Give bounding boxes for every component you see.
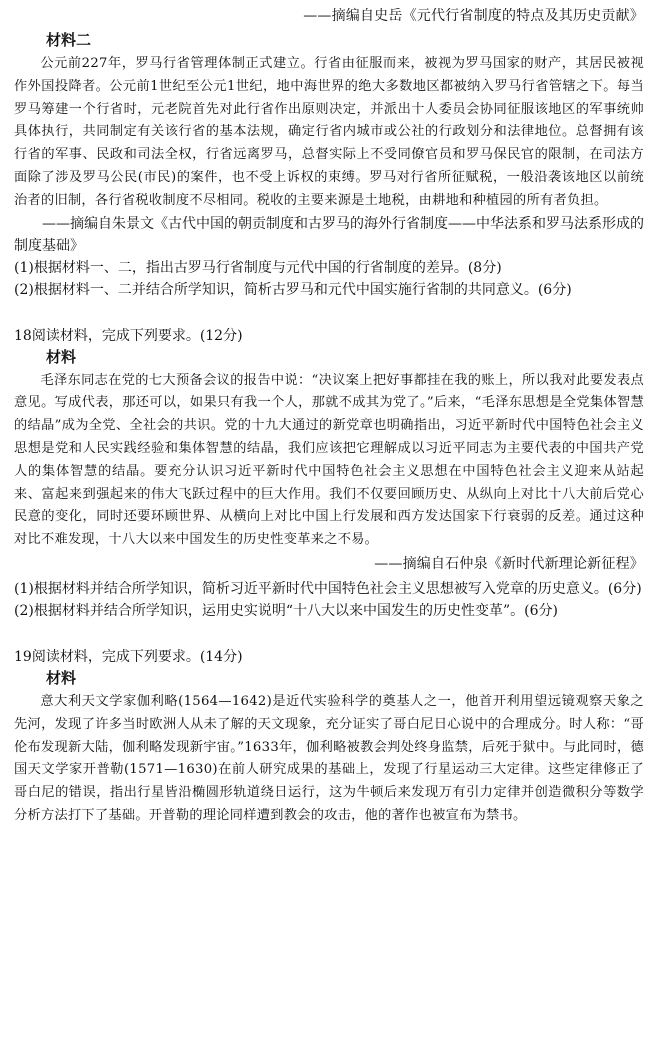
q18-material-text: 毛泽东同志在党的七大预备会议的报告中说：“决议案上把好事都挂在我的账上，所以我对此要发表点意见。写成代表，那还可以，如果只有我一个人，那就不成其为党了。”后来，“毛泽东思想是全党集体智慧的结晶”成为全党、全社会的共识。党的十九大通过的新党章也明确指出，习近平新时代中国特色社会主义思想是党和人民实践经验和集体智慧的结晶，我们应该把它理解成以习近平同志为主要代表的中国共产党人的集体智慧的结晶。要充分认识习近平新时代中国特色社会主义思想在中国特色社会主义迎来从站起来、富起来到强起来的伟大飞跃过程中的巨大作用。我们不仅要回顾历史、从纵向上对比十八大前后党心民意的变化，同时还要环顾世界、从横向上对比中国上行发展和西方发达国家下行衰弱的反差。通过这种对比不难发现，十八大以来中国发生的历史性变革来之不易。 — [14, 372, 644, 548]
material-2-text: 公元前227年，罗马行省管理体制正式建立。行省由征服而来，被视为罗马国家的财产，其居民被视作外国投降者。公元前1世纪至公元1世纪，地中海世界的绝大多数地区都被纳入罗马行省管辖之下。每当罗马筹建一个行省时，元老院首先对此行省作出原则决定，并派出十人委员会协同征服该地区的军事统帅具体执行，共同制定有关该行省的基本法规，确定行省内城市或公社的行政划分和法律地位。总督拥有该行省的军事、民政和司法全权，行省远离罗马，总督实际上不受同僚官员和罗马保民官的限制，在司法方面除了涉及罗马公民(市民)的案件，也不受上诉权的束缚。罗马对行省所征赋税，一般沿袭该地区以前统治者的旧制，各行省税收制度不尽相同。税收的主要来源是土地税，由耕地和种植园的所有者负担。 — [14, 56, 644, 208]
q18-sub1: (1)根据材料并结合所学知识，简析习近平新时代中国特色社会主义思想被写入党章的历史意义。(6分) — [14, 580, 642, 597]
q18-material-source: ——摘编自石仲泉《新时代新理论新征程》 — [374, 555, 644, 572]
q19-material-text: 意大利天文学家伽利略(1564—1642)是近代实验科学的奠基人之一，他首开利用望远镜观察天象之先河，发现了许多当时欧洲人从未了解的天文现象，充分证实了哥白尼日心说中的合理成分。时人称：“哥伦布发现新大陆，伽利略发现新宇宙。”1633年，伽利略被教会判处终身监禁，后死于狱中。与此同时，德国天文学家开普勒(1571—1630)在前人研究成果的基础上，发现了行星运动三大定律。这些定律修正了哥白尼的错误，指出行星皆沿椭圆形轨道绕日运行，这为牛顿后来发现万有引力定律并创造微积分等数学分析方法打下了基础。开普勒的理论同样遭到教会的攻击，他的著作也被宣布为禁书。 — [14, 693, 644, 823]
q17-sub2: (2)根据材料一、二并结合所学知识，简析古罗马和元代中国实施行省制的共同意义。(6分) — [14, 281, 572, 298]
q19-heading: 19阅读材料，完成下列要求。(14分) — [14, 648, 243, 665]
material-2-source: ——摘编自朱景文《古代中国的朝贡制度和古罗马的海外行省制度——中华法系和罗马法系形成的制度基础》 — [14, 215, 644, 254]
q18-heading: 18阅读材料，完成下列要求。(12分) — [14, 327, 243, 344]
material-1-source: ——摘编自史岳《元代行省制度的特点及其历史贡献》 — [303, 8, 644, 24]
material-2-heading: 材料二 — [46, 31, 92, 49]
q19-material-heading: 材料 — [46, 668, 77, 687]
q18-material-heading: 材料 — [46, 347, 77, 366]
q18-sub2: (2)根据材料并结合所学知识，运用史实说明“十八大以来中国发生的历史性变革”。(6分) — [14, 602, 558, 619]
q17-sub1: (1)根据材料一、二，指出古罗马行省制度与元代中国的行省制度的差异。(8分) — [14, 259, 502, 276]
